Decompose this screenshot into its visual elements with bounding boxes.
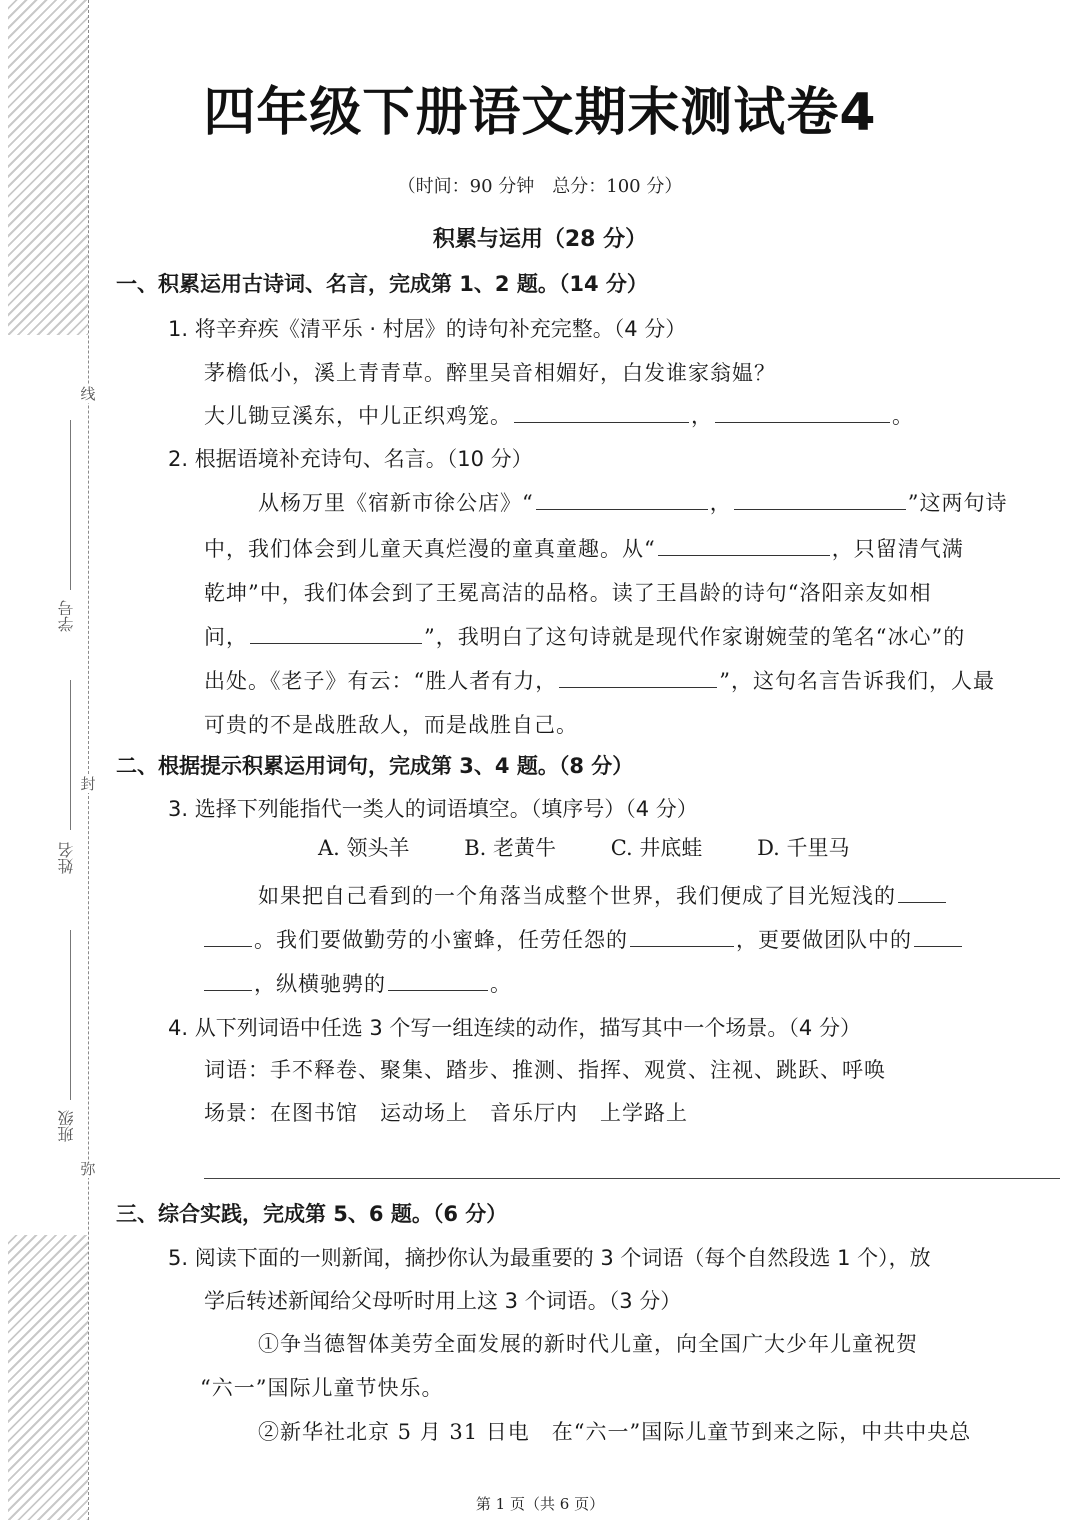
text-segment: 问，: [204, 625, 248, 649]
text-segment: 中，我们体会到儿童天真烂漫的童真童趣。从“: [204, 537, 656, 561]
question-2-line-4: [204, 621, 965, 651]
answer-blank[interactable]: [536, 487, 708, 510]
part-one-title: 一、积累运用古诗词、名言，完成第 1、2 题。（14 分）: [116, 272, 648, 296]
part-two-title: 二、根据提示积累运用词句，完成第 3、4 题。（8 分）: [116, 754, 634, 778]
news-paragraph-2: ②新华社北京 5 月 31 日电 在“六一”国际儿童节到来之际，中共中央总: [258, 1420, 972, 1444]
question-4-words: 词语：手不释卷、聚集、踏步、推测、指挥、观赏、注视、跳跃、呼唤: [204, 1058, 886, 1082]
section-title: 积累与运用（28 分）: [432, 227, 648, 252]
question-3-line-1: [258, 880, 948, 910]
question-1-line-2: [204, 400, 914, 430]
text-segment: 从杨万里《宿新市徐公店》“: [258, 491, 534, 515]
answer-blank[interactable]: [630, 924, 734, 947]
id-number-label: 学号: [57, 600, 76, 632]
text-segment: ”，我明白了这句诗就是现代作家谢婉莹的笔名“冰心”的: [424, 625, 966, 649]
text-segment: ”，这句名言告诉我们，人最: [719, 669, 995, 693]
answer-blank[interactable]: [388, 968, 488, 991]
question-5-head-2: 学后转述新闻给父母听时用上这 3 个词语。（3 分）: [204, 1289, 682, 1313]
news-paragraph-1a: ①争当德智体美劳全面发展的新时代儿童，向全国广大少年儿童祝贺: [258, 1332, 918, 1356]
answer-blank[interactable]: [250, 621, 422, 644]
text-segment: ”这两句诗: [907, 491, 1008, 515]
news-paragraph-1b: “六一”国际儿童节快乐。: [200, 1376, 444, 1400]
text-segment: 出处。《老子》有云：“胜人者有力，: [204, 669, 558, 693]
page-footer: 第 1 页（共 6 页）: [475, 1495, 605, 1513]
option-b: B. 老黄牛: [464, 836, 557, 860]
question-3-head: 3. 选择下列能指代一类人的词语填空。（填序号）（4 分）: [168, 797, 698, 821]
question-4-head: 4. 从下列词语中任选 3 个写一组连续的动作，描写其中一个场景。（4 分）: [168, 1016, 861, 1040]
answer-blank[interactable]: [898, 880, 946, 903]
answer-blank[interactable]: [559, 665, 717, 688]
question-2-line-1: [258, 487, 1008, 517]
question-3-line-3: [204, 968, 512, 998]
bind-char-feng: 封: [80, 775, 96, 793]
question-3-line-2: [204, 924, 964, 954]
part-three-title: 三、综合实践，完成第 5、6 题。（6 分）: [116, 1202, 508, 1226]
question-1-head: 1. 将辛弃疾《清平乐 · 村居》的诗句补充完整。（4 分）: [168, 317, 687, 341]
answer-blank[interactable]: [204, 968, 252, 991]
text-segment: ，更要做团队中的: [736, 928, 912, 952]
question-2-line-5: [204, 665, 995, 695]
text-segment: ，: [691, 404, 713, 428]
student-name-label: 姓名: [57, 842, 76, 874]
question-2-head: 2. 根据语境补充诗句、名言。（10 分）: [168, 447, 533, 471]
text-segment: 。: [892, 404, 914, 428]
class-label: 班级: [57, 1110, 76, 1142]
question-2-line-6: 可贵的不是战胜敌人，而是战胜自己。: [204, 713, 578, 737]
question-3-options: [318, 832, 898, 862]
answer-blank[interactable]: [715, 400, 890, 423]
page-title: 四年级下册语文期末测试卷4: [203, 83, 877, 143]
bind-char-mi: 弥: [80, 1160, 96, 1178]
text-segment: 大儿锄豆溪东，中儿正织鸡笼。: [204, 404, 512, 428]
text-segment: ，: [709, 491, 732, 515]
bind-char-xian: 线: [80, 385, 96, 403]
option-a: A. 领头羊: [318, 836, 410, 860]
answer-blank[interactable]: [914, 924, 962, 947]
answer-blank[interactable]: [204, 924, 252, 947]
exam-meta: （时间：90 分钟 总分：100 分）: [397, 176, 683, 197]
question-2-line-3: 乾坤”中，我们体会到了王冕高洁的品格。读了王昌龄的诗句“洛阳亲友如相: [204, 581, 932, 605]
text-segment: 。: [490, 972, 512, 996]
question-5-head-1: 5. 阅读下面的一则新闻，摘抄你认为最重要的 3 个词语（每个自然段选 1 个），放: [168, 1246, 931, 1270]
answer-blank[interactable]: [514, 400, 689, 423]
option-d: D. 千里马: [757, 836, 850, 860]
text-segment: 如果把自己看到的一个角落当成整个世界，我们便成了目光短浅的: [258, 884, 896, 908]
answer-writing-line[interactable]: [204, 1178, 1060, 1179]
answer-blank[interactable]: [658, 533, 830, 556]
text-segment: ，纵横驰骋的: [254, 972, 386, 996]
text-segment: 。我们要做勤劳的小蜜蜂，任劳任怨的: [254, 928, 628, 952]
answer-blank[interactable]: [734, 487, 906, 510]
question-4-scenes: 场景：在图书馆 运动场上 音乐厅内 上学路上: [204, 1101, 688, 1125]
option-c: C. 井底蛙: [610, 836, 703, 860]
question-1-line-1: 茅檐低小，溪上青青草。醉里吴音相媚好，白发谁家翁媪？: [204, 361, 776, 385]
question-2-line-2: [204, 533, 964, 563]
text-segment: ，只留清气满: [831, 537, 964, 561]
